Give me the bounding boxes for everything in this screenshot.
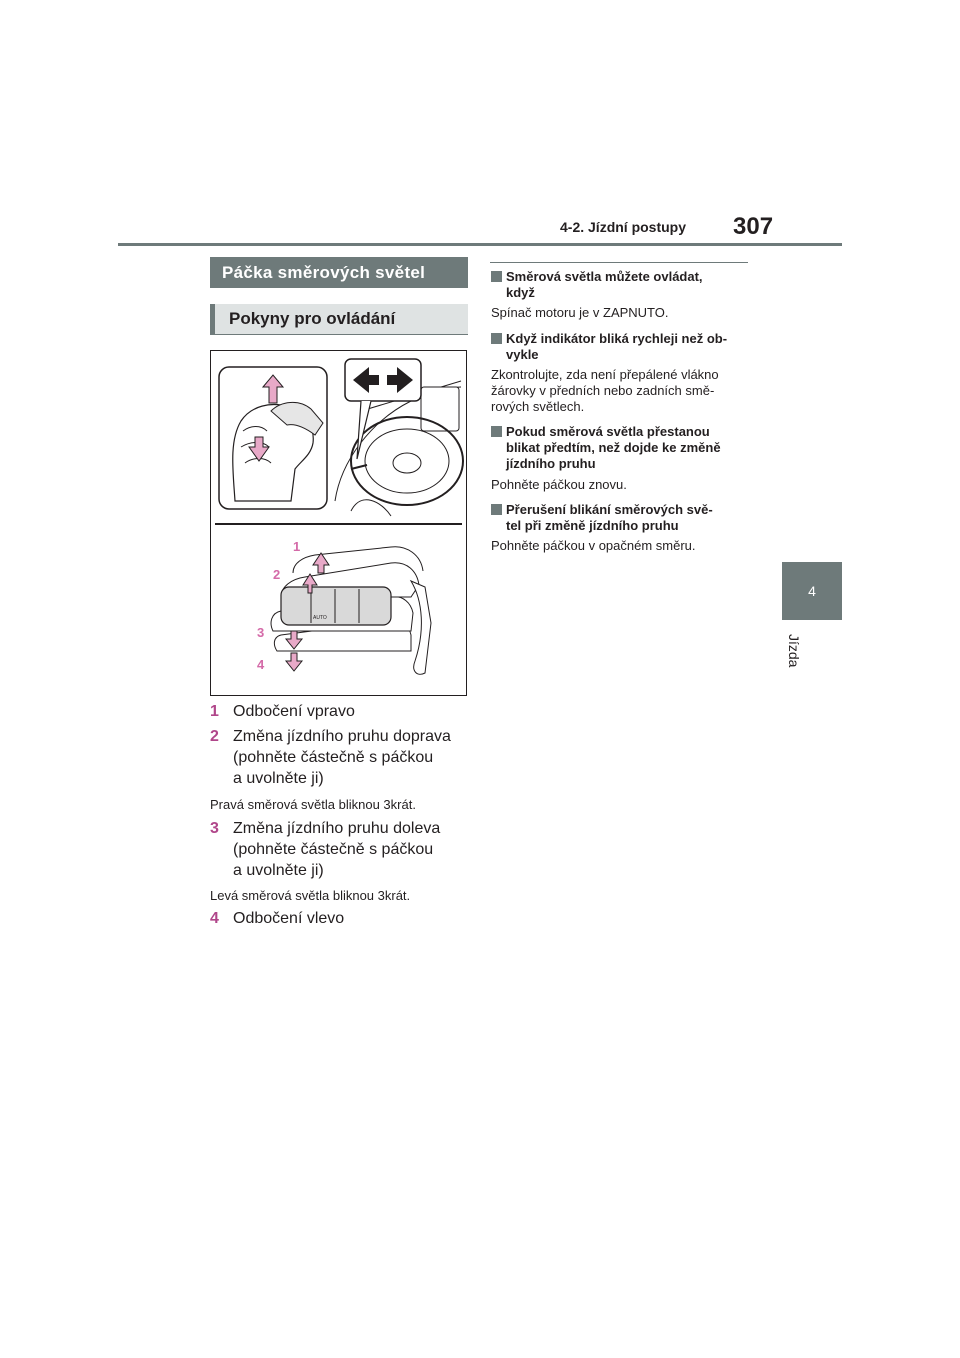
step-note: Pravá směrová světla bliknou 3krát. bbox=[210, 797, 416, 812]
step-number: 2 bbox=[210, 728, 219, 745]
info-heading-line: Směrová světla můžete ovládat, bbox=[506, 269, 703, 284]
callout-2: 2 bbox=[273, 567, 281, 582]
info-body-line: Pohněte páčkou v opačném směru. bbox=[491, 538, 696, 553]
chapter-tab-label: Jízda bbox=[786, 634, 802, 668]
step-number: 4 bbox=[210, 910, 219, 927]
auto-label: AUTO bbox=[313, 615, 327, 621]
chapter-tab[interactable] bbox=[782, 562, 842, 620]
info-body-line: rových světlech. bbox=[491, 399, 585, 414]
info-heading-line: Když indikátor bliká rychleji než ob- bbox=[506, 331, 728, 346]
square-bullet-icon bbox=[491, 333, 502, 344]
subsection-title: Pokyny pro ovládání bbox=[210, 304, 468, 335]
chapter-tab-number: 4 bbox=[808, 583, 816, 599]
info-body bbox=[491, 305, 751, 321]
info-heading-line: jízdního pruhu bbox=[506, 456, 596, 471]
section-title: Páčka směrových světel bbox=[210, 257, 468, 288]
step-text: Změna jízdního pruhu doleva bbox=[233, 820, 441, 837]
square-bullet-icon bbox=[491, 426, 502, 437]
turn-signal-figure bbox=[210, 350, 467, 696]
page-number: 307 bbox=[733, 213, 774, 240]
step-number: 3 bbox=[210, 820, 219, 837]
step-text: (pohněte částečně s páčkou bbox=[233, 841, 434, 858]
info-body bbox=[491, 538, 751, 554]
info-body-line: Zkontrolujte, zda není přepálené vlákno bbox=[491, 367, 719, 382]
info-body bbox=[491, 367, 751, 415]
step-number: 1 bbox=[210, 703, 219, 720]
info-heading-line: Pokud směrová světla přestanou bbox=[506, 424, 710, 439]
info-body bbox=[491, 477, 751, 493]
callout-3: 3 bbox=[257, 625, 265, 640]
callout-1: 1 bbox=[293, 539, 301, 554]
right-column-rule bbox=[490, 262, 748, 263]
header-rule bbox=[118, 243, 842, 246]
step-note: Levá směrová světla bliknou 3krát. bbox=[210, 888, 411, 903]
info-heading-line: Přerušení blikání směrových svě- bbox=[506, 502, 713, 517]
square-bullet-icon bbox=[491, 271, 502, 282]
info-heading-line: tel při změně jízdního pruhu bbox=[506, 518, 679, 533]
step-text: a uvolněte ji) bbox=[233, 862, 324, 879]
square-bullet-icon bbox=[491, 504, 502, 515]
callout-4: 4 bbox=[257, 657, 265, 672]
info-heading-line: vykle bbox=[506, 347, 539, 362]
info-body-line: Spínač motoru je v ZAPNUTO. bbox=[491, 305, 669, 320]
step-text: Odbočení vlevo bbox=[233, 910, 345, 927]
info-heading-line: blikat předtím, než dojde ke změně bbox=[506, 440, 721, 455]
position-4-arrow-icon bbox=[286, 653, 302, 671]
position-1-arrow-icon bbox=[313, 553, 329, 573]
step-text: Odbočení vpravo bbox=[233, 703, 355, 720]
info-heading-line: když bbox=[506, 285, 535, 300]
step-text: (pohněte částečně s páčkou bbox=[233, 749, 434, 766]
step-text: Změna jízdního pruhu doprava bbox=[233, 728, 451, 745]
turn-signal-illustration bbox=[211, 351, 468, 697]
info-body-line: Pohněte páčkou znovu. bbox=[491, 477, 627, 492]
info-body-line: žárovky v předních nebo zadních smě- bbox=[491, 383, 715, 398]
step-text: a uvolněte ji) bbox=[233, 770, 324, 787]
header-section-title: 4-2. Jízdní postupy bbox=[560, 219, 687, 235]
